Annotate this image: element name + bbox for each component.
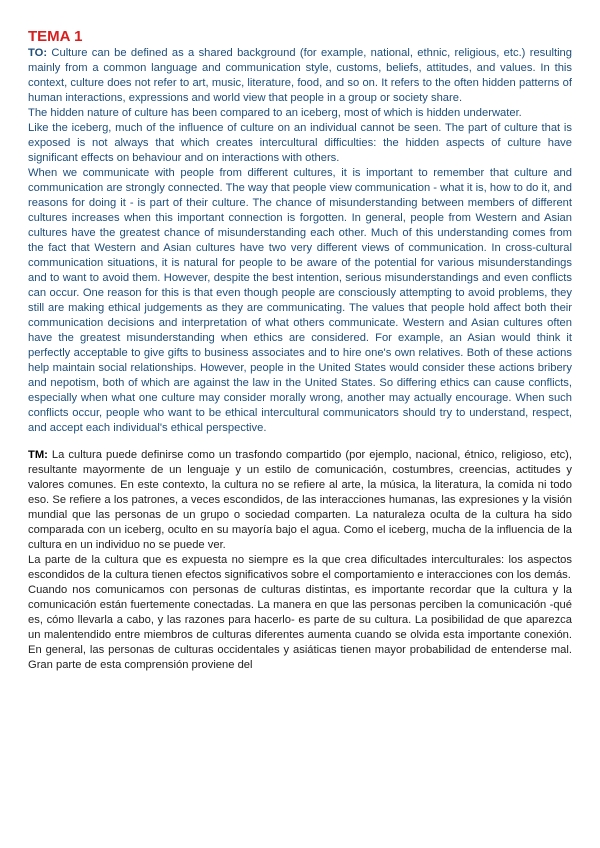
english-paragraph-1-text: Culture can be defined as a shared background (for example, national, ethnic, religious, etc.) resulting mainly from a common language and communication style, customs, beliefs, attitudes, and values. In this context, culture does not refer to art, music, literature, food, and so on. It refers to the often hidden patterns of human interactions, expressions and world view that people in a group or society share. <box>28 47 573 104</box>
spanish-section <box>28 448 572 673</box>
spanish-paragraph-2: La parte de la cultura que es expuesta no siempre es la que crea dificultades interculturales: los aspectos escondidos de la cultura tienen efectos significativos sobre el comportamiento e interacciones con los demás. <box>28 554 572 581</box>
english-section <box>28 46 572 436</box>
section-gap <box>28 436 572 448</box>
spanish-label: TM: <box>28 449 48 461</box>
spanish-paragraph-1 <box>28 448 572 553</box>
page-title: TEMA 1 <box>28 28 83 45</box>
english-label: TO: <box>28 47 48 59</box>
spanish-paragraph-1-text: La cultura puede definirse como un trasfondo compartido (por ejemplo, nacional, étnico, religioso, etc), resultante mayormente de un lenguaje y un estilo de comunicación, costumbres, creencias, actitudes y valores comunes. En este contexto, la cultura no se refiere al arte, la música, la literatura, la comida ni todo eso. Se refiere a los patrones, a veces escondidos, de las interacciones humanas, las expresiones y la visión mundial que las personas de un grupo o sociedad comparten. La naturaleza oculta de la cultura ha sido comparada con un iceberg, oculto en su mayoría bajo el agua. Como el iceberg, mucha de la influencia de la cultura en un individuo no se puede ver. <box>28 449 572 551</box>
english-paragraph-2: The hidden nature of culture has been compared to an iceberg, most of which is hidden underwater. <box>28 107 522 119</box>
spanish-paragraph-3: Cuando nos comunicamos con personas de culturas distintas, es importante recordar que la cultura y la comunicación están fuertemente conectadas. La manera en que las personas perciben la comunicación -qué es, cómo llevarla a cabo, y las razones para hacerlo- es parte de su cultura. La posibilidad de que aparezca un malentendido entre miembros de culturas diferentes aumenta cuando se olvida esta importante conexión. En general, las personas de culturas occidentales y asiáticas tienen mayor probabilidad de entenderse mal. Gran parte de esta comprensión proviene del <box>28 584 572 671</box>
english-paragraph-4: When we communicate with people from different cultures, it is important to remember that culture and communication are strongly connected. The way that people view communication - what it is, how to do it, and reasons for doing it - is part of their culture. The chance of misunderstanding between members of different cultures increases when this important connection is forgotten. In general, people from Western and Asian cultures have the greatest chance of misunderstanding each other. Much of this understanding comes from the fact that Western and Asian cultures have two very different views of communication. In cross-cultural communication situations, it is natural for people to be aware of the potential for various misunderstandings and to want to avoid them. However, despite the best intention, serious misunderstandings and even conflicts can occur. One reason for this is that even though people are consciously attempting to avoid problems, they still are making ethical judgements as they are communicating. The values that people hold affect both their communication decisions and interpretation of what others communicate. Western and Asian cultures often have the greatest misunderstanding when ethics are considered. For example, an Asian would think it perfectly acceptable to give gifts to business associates and to hire one's own relatives. Both of these actions help maintain social relationships. However, people in the United States would consider these actions bribery and nepotism, both of which are against the law in the United States. So differing ethics can cause conflicts, especially when what one culture may consider morally wrong, another may actually encourage. When such conflicts occur, people who want to be ethical intercultural communicators should try to understand, respect, and accept each individual's ethical perspective. <box>28 167 572 434</box>
english-paragraph-1 <box>28 46 572 106</box>
english-paragraph-3: Like the iceberg, much of the influence of culture on an individual cannot be seen. The part of culture that is exposed is not always that which creates intercultural difficulties: the hidden aspects of culture have significant effects on behaviour and on interactions with others. <box>28 122 572 164</box>
